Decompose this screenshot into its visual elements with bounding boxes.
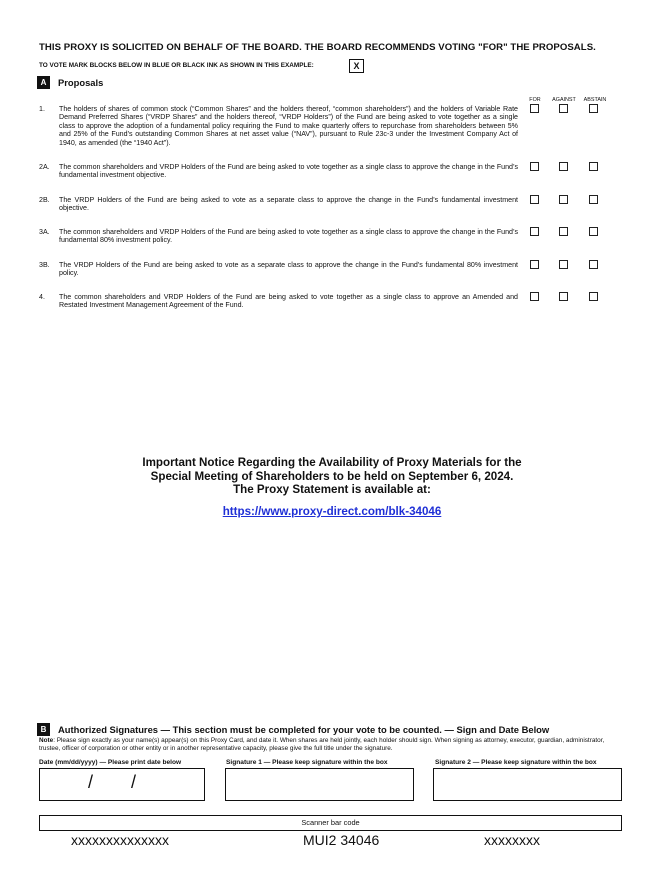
proposal-2b-against-checkbox[interactable] [559,195,568,204]
proxy-statement-link[interactable]: https://www.proxy-direct.com/blk-34046 [222,505,442,518]
signature-note [39,737,609,753]
proposal-text: The VRDP Holders of the Fund are being asked to vote as a separate class to approve the change in the Fund’s fundamental 80% investment policy. [59,261,518,278]
date-label: Date (mm/dd/yyyy) — Please print date below [39,759,182,766]
proposal-2a-for-checkbox[interactable] [530,162,539,171]
proposal-3b-abstain-checkbox[interactable] [589,260,598,269]
proposal-text: The VRDP Holders of the Fund are being asked to vote as a separate class to approve the change in the Fund’s fundamental investment objective. [59,196,518,213]
proposal-text: The common shareholders and VRDP Holders of the Fund are being asked to vote together as a single class to approve the change in the Fund’s fundamental 80% investment policy. [59,228,518,245]
proposal-number: 4. [39,293,45,301]
footer-center-code: MUI2 34046 [303,832,380,848]
date-slash: / [131,772,137,792]
proposal-2a-abstain-checkbox[interactable] [589,162,598,171]
section-b-title: Authorized Signatures — This section must be completed for your vote to be counted. — Sign and Date Below [58,724,550,735]
footer-left-code: xxxxxxxxxxxxxx [71,832,169,848]
column-for-header: FOR [529,97,541,103]
signature-2-label: Signature 2 — Please keep signature within the box [435,759,597,766]
scanner-bar-code-box: Scanner bar code [39,815,622,831]
date-field[interactable] [39,768,205,801]
proposal-4-abstain-checkbox[interactable] [589,292,598,301]
note-text: : Please sign exactly as your name(s) appear(s) on this Proxy Card, and date it. When shares are held jointly, each holder should sign. When signing as attorney, executor, guardian, administrator, trustee, officer of corporation or other entity or in another representative capacity, please give the full title under the signature. [39,737,605,752]
section-b-tag: B [37,723,50,736]
signature-2-field[interactable] [433,768,622,801]
proposal-2b-for-checkbox[interactable] [530,195,539,204]
proposal-3b-for-checkbox[interactable] [530,260,539,269]
notice-line-1: Important Notice Regarding the Availability of Proxy Materials for the [142,456,522,469]
proposal-3a-against-checkbox[interactable] [559,227,568,236]
column-against-header: AGAINST [552,97,576,103]
proxy-heading: THIS PROXY IS SOLICITED ON BEHALF OF THE BOARD. THE BOARD RECOMMENDS VOTING "FOR" THE PROPOSALS. [39,42,596,53]
proposal-text: The holders of shares of common stock (“Common Shares” and the holders thereof, “common shareholders”) and the holders of Variable Rate Demand Preferred Shares (“VRDP Shares” and the holders thereof, “VRDP Holders”) of the Fund are being asked to vote together as a single class to approve the adoption of a fundamental policy requiring the Fund to make quarterly offers to repurchase from shareholders between 5% and 25% of the Fund’s outstanding Common Shares at net asset value (“NAV”), pursuant to Rule 23c-3 under the Investment Company Act of 1940, as amended (the “1940 Act”). [59,105,518,147]
proposal-text: The common shareholders and VRDP Holders of the Fund are being asked to vote together as a single class to approve an Amended and Restated Investment Management Agreement of the Fund. [59,293,518,310]
proposal-1-for-checkbox[interactable] [530,104,539,113]
proposal-1-against-checkbox[interactable] [559,104,568,113]
proposal-text: The common shareholders and VRDP Holders of the Fund are being asked to vote together as a single class to approve the change in the Fund’s fundamental investment objective. [59,163,518,180]
section-a-tag: A [37,76,50,89]
section-a-title: Proposals [58,77,104,88]
proposal-2b-abstain-checkbox[interactable] [589,195,598,204]
notice-line-3: The Proxy Statement is available at: [233,483,431,496]
signature-1-field[interactable] [225,768,414,801]
proposal-3a-for-checkbox[interactable] [530,227,539,236]
notice-line-2: Special Meeting of Shareholders to be held on September 6, 2024. [150,469,514,483]
proposal-3b-against-checkbox[interactable] [559,260,568,269]
marking-instruction: TO VOTE MARK BLOCKS BELOW IN BLUE OR BLACK INK AS SHOWN IN THIS EXAMPLE: [39,62,314,69]
signature-1-label: Signature 1 — Please keep signature within the box [226,759,388,766]
proposal-number: 2B. [39,196,50,204]
proposal-number: 3A. [39,228,50,236]
proxy-materials-notice [100,456,564,497]
proposal-number: 1. [39,105,45,113]
proposal-number: 2A. [39,163,50,171]
date-slash: / [88,772,94,792]
proposal-1-abstain-checkbox[interactable] [589,104,598,113]
column-abstain-header: ABSTAIN [583,97,607,103]
note-label: Note [39,737,54,744]
proposal-number: 3B. [39,261,50,269]
example-mark-box: X [349,59,364,73]
footer-right-code: xxxxxxxx [484,832,540,848]
proposal-2a-against-checkbox[interactable] [559,162,568,171]
proposal-4-for-checkbox[interactable] [530,292,539,301]
proposal-3a-abstain-checkbox[interactable] [589,227,598,236]
proposal-4-against-checkbox[interactable] [559,292,568,301]
